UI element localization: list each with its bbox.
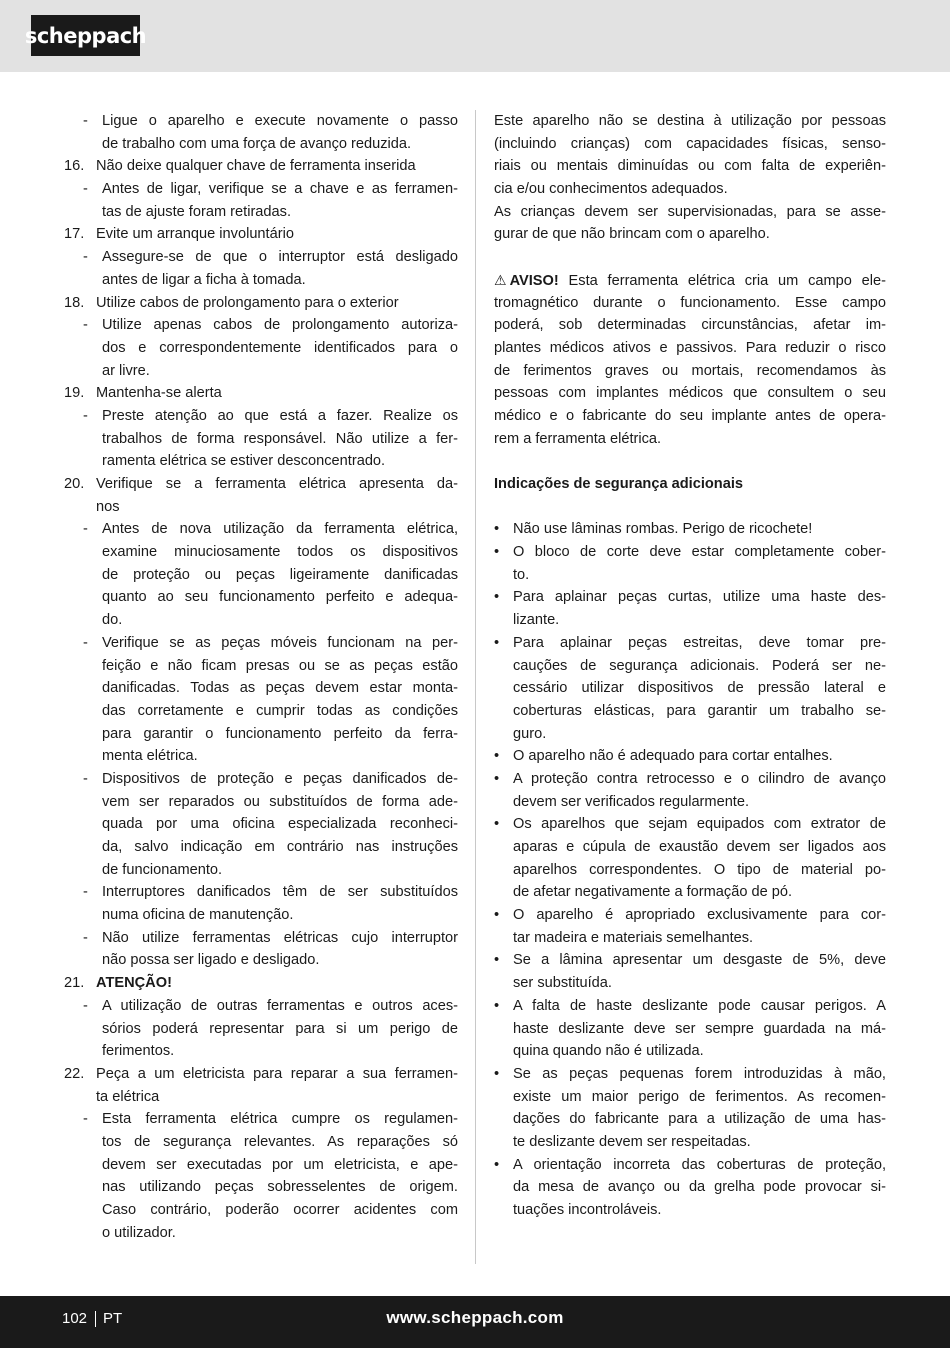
line-text: Caso contrário, poderão ocorrer acidentes com [102, 1202, 458, 1218]
text-line [62, 632, 458, 655]
text-line [494, 360, 886, 383]
text-line [494, 564, 886, 587]
line-text: ar livre. [102, 362, 150, 379]
text-line [62, 700, 458, 723]
column-divider [475, 110, 476, 1264]
text-line [62, 791, 458, 814]
line-text: ramenta elétrica se estiver desconcentrado. [102, 453, 386, 470]
line-text: nos [96, 498, 120, 515]
line-text: feição e não ficam presas ou se as peças estão [102, 657, 458, 674]
dash-marker: - [83, 884, 88, 901]
line-text: de afetar negativamente a formação de pó. [513, 884, 793, 901]
dash-marker: - [83, 929, 88, 946]
warning-label: AVISO! [509, 272, 559, 289]
text-line [62, 1040, 458, 1063]
text-line [494, 292, 886, 315]
text-line [494, 859, 886, 882]
text-line [62, 609, 458, 632]
line-text: cauções de segurança adicionais. Poderá ser ne- [513, 657, 886, 674]
text-line [494, 768, 886, 791]
line-text: Não deixe qualquer chave de ferramenta inserida [96, 158, 416, 175]
item-number: 20. [64, 476, 85, 492]
line-text: guro. [513, 725, 547, 742]
line-text: das corretamente e cumprir todas as condições [102, 702, 458, 719]
line-text: devem ser executadas por um eletricista, e ape- [102, 1156, 458, 1173]
dash-marker: - [83, 770, 88, 787]
text-line [62, 178, 458, 201]
text-line [494, 723, 886, 746]
bullet-marker: • [494, 907, 500, 924]
text-line [494, 201, 886, 224]
bullet-marker: • [494, 544, 500, 561]
text-line [62, 246, 458, 269]
text-line [494, 1154, 886, 1177]
line-text: te deslizante devem ser respeitadas. [513, 1133, 751, 1150]
line-text: Interruptores danificados têm de ser substituídos [102, 884, 458, 901]
line-text: da mesa de avanço ou da grelha pode provocar si- [513, 1179, 886, 1196]
line-text: tromagnético durante o funcionamento. Esse campo [494, 294, 886, 311]
line-text: coberturas elásticas, para garantir um trabalho se- [513, 702, 886, 719]
text-line [494, 677, 886, 700]
dash-marker: - [83, 407, 88, 424]
line-text: quina quando não é utilizada. [513, 1043, 704, 1060]
line-text: cia e/ou conhecimentos adequados. [494, 181, 728, 198]
line-text: haste deslizante deve ser sempre guardada na má- [513, 1020, 886, 1037]
text-line [62, 269, 458, 292]
text-line [62, 1176, 458, 1199]
text-line [494, 337, 886, 360]
line-text: de ferimentos graves ou mortais, recomendamos às [494, 362, 886, 379]
text-line [62, 927, 458, 950]
line-text: ferimentos. [102, 1043, 175, 1060]
blank-line [494, 450, 886, 473]
text-line [494, 155, 886, 178]
line-text: tar madeira e materiais semelhantes. [513, 929, 754, 946]
line-text: tuações incontroláveis. [513, 1202, 662, 1218]
text-line [62, 223, 458, 246]
text-line [494, 428, 886, 451]
dash-marker: - [83, 521, 88, 538]
line-text: antes de ligar a ficha à tomada. [102, 271, 306, 288]
line-text: Preste atenção ao que está a fazer. Realize os [102, 407, 458, 424]
line-text: Este aparelho não se destina à utilização por pessoas [494, 113, 886, 129]
text-line [62, 382, 458, 405]
line-text: dos e correspondentemente identificados para o [102, 339, 458, 356]
item-number: 22. [64, 1065, 85, 1082]
text-line [62, 881, 458, 904]
line-text: Dispositivos de proteção e peças danificados de- [102, 770, 458, 787]
line-text: Os aparelhos que sejam equipados com extrator de [513, 816, 886, 833]
text-line [494, 904, 886, 927]
text-line [62, 859, 458, 882]
text-line [494, 405, 886, 428]
text-line [494, 700, 886, 723]
footer-band [0, 1296, 950, 1348]
text-line [62, 1086, 458, 1109]
line-text: gurar de que não brincam com o aparelho. [494, 226, 770, 243]
line-text: de trabalho com uma força de avanço reduzida. [102, 135, 412, 152]
text-line [62, 110, 458, 133]
bullet-marker: • [494, 589, 500, 606]
line-text: médico e o fabricante do seu implante antes de opera- [494, 407, 886, 424]
line-text: lizante. [513, 612, 560, 629]
line-text: O aparelho é apropriado exclusivamente para cor- [513, 907, 886, 924]
item-number: 19. [64, 385, 85, 402]
text-line [494, 269, 886, 292]
text-line [494, 745, 886, 768]
text-line [494, 541, 886, 564]
right-column [494, 110, 886, 1222]
text-line [62, 949, 458, 972]
line-text: ser substituída. [513, 975, 612, 992]
text-line [62, 337, 458, 360]
dash-marker: - [83, 113, 88, 129]
line-text: Para aplainar peças curtas, utilize uma haste des- [513, 589, 886, 606]
text-line [62, 1222, 458, 1245]
line-text: examine minuciosamente todos os dispositivos [102, 544, 458, 561]
dash-marker: - [83, 249, 88, 266]
line-text: A orientação incorreta das coberturas de proteção, [513, 1156, 886, 1173]
text-line [62, 904, 458, 927]
warning-paragraph-line [494, 269, 886, 293]
line-text: de proteção ou peças ligeiramente danificadas [102, 566, 458, 583]
text-line [62, 836, 458, 859]
text-line [494, 836, 886, 859]
text-line [62, 745, 458, 768]
line-text: vem ser reparados ou substituídos de forma ade- [102, 793, 458, 810]
bullet-marker: • [494, 816, 500, 833]
line-text: tas de ajuste foram retiradas. [102, 203, 291, 220]
text-line [494, 223, 886, 246]
line-text: existe um maior perigo de ferimentos. As recomen- [513, 1088, 886, 1105]
line-text: sórios poderá representar para si um perigo de [102, 1020, 458, 1037]
line-text: pessoas com implantes médicos que consultem o seu [494, 385, 886, 402]
bullet-marker: • [494, 997, 500, 1014]
line-text: quanto ao seu funcionamento perfeito e adequa- [102, 589, 458, 606]
text-line [62, 428, 458, 451]
text-line [62, 677, 458, 700]
text-line [62, 995, 458, 1018]
dash-marker: - [83, 317, 88, 334]
text-line [62, 518, 458, 541]
line-text: dações do fabricante para a utilização de uma has- [513, 1111, 886, 1128]
text-line [62, 768, 458, 791]
item-number: 21. [64, 975, 85, 992]
item-number: 17. [64, 226, 85, 243]
item-number: 18. [64, 294, 85, 311]
line-text: A falta de haste deslizante pode causar perigos. A [513, 997, 886, 1014]
text-line [494, 382, 886, 405]
dash-marker: - [83, 997, 88, 1014]
text-line [494, 791, 886, 814]
line-text: Evite um arranque involuntário [96, 226, 294, 243]
dash-marker: - [83, 181, 88, 198]
text-line [494, 133, 886, 156]
bullet-marker: • [494, 748, 500, 765]
line-text: As crianças devem ser supervisionadas, para se asse- [494, 203, 886, 220]
text-line [62, 1063, 458, 1086]
dash-marker: - [83, 1111, 88, 1128]
line-text: danificadas. Todas as peças devem estar monta- [102, 680, 458, 697]
line-text: não possa ser ligado e desligado. [102, 952, 320, 969]
left-column [62, 110, 458, 1244]
blank-line [494, 246, 886, 269]
blank-line [494, 496, 886, 519]
text-line [494, 949, 886, 972]
line-text: plantes médicos ativos e passivos. Para reduzir o risco [494, 339, 886, 356]
text-line [62, 201, 458, 224]
text-line [494, 1176, 886, 1199]
text-line [494, 995, 886, 1018]
line-text: Utilize cabos de prolongamento para o exterior [96, 294, 399, 311]
text-line [62, 405, 458, 428]
warning-text: Esta ferramenta elétrica cria um campo ele- [558, 272, 886, 289]
line-text: O aparelho não é adequado para cortar entalhes. [513, 748, 833, 765]
text-line [494, 632, 886, 655]
text-line [62, 586, 458, 609]
line-text: numa oficina de manutenção. [102, 907, 294, 924]
text-line [494, 473, 886, 496]
line-text: ta elétrica [96, 1088, 160, 1105]
line-text: tos de segurança relevantes. As reparações só [102, 1133, 458, 1150]
line-text: aparas e cúpula de exaustão devem ser ligados aos [513, 839, 886, 855]
line-text: Se a lâmina apresentar um desgaste de 5%, deve [513, 952, 886, 969]
text-line [494, 1063, 886, 1086]
text-line [494, 314, 886, 337]
line-text: Não use lâminas rombas. Perigo de ricochete! [513, 521, 813, 538]
text-line [494, 178, 886, 201]
line-text: riais ou mentais diminuídas ou com falta de experiên- [494, 158, 886, 175]
bullet-marker: • [494, 521, 500, 538]
line-text: Não utilize ferramentas elétricas cujo interruptor [102, 929, 458, 946]
text-line [62, 314, 458, 337]
line-text: Para aplainar peças estreitas, deve tomar pre- [513, 634, 886, 651]
line-text: Mantenha-se alerta [96, 385, 222, 402]
bullet-marker: • [494, 770, 500, 787]
text-line [494, 1131, 886, 1154]
text-line [62, 723, 458, 746]
text-line [62, 1018, 458, 1041]
text-line [494, 972, 886, 995]
text-line [494, 1086, 886, 1109]
line-text: da, salvo indicação em contrário nas instruções [102, 839, 458, 855]
line-text: Antes de nova utilização da ferramenta elétrica, [102, 521, 458, 538]
line-text: Utilize apenas cabos de prolongamento autoriza- [102, 317, 458, 334]
line-text: Antes de ligar, verifique se a chave e as ferramen- [102, 181, 458, 198]
text-line [494, 609, 886, 632]
text-line [494, 1040, 886, 1063]
text-line [62, 972, 458, 995]
page-language: PT [103, 1310, 123, 1327]
line-text: poderá, sob determinadas circunstâncias, afetar im- [494, 317, 886, 334]
text-line [62, 1131, 458, 1154]
text-line [62, 564, 458, 587]
text-line [62, 813, 458, 836]
line-text: nas utilizando peças sobresselentes de origem. [102, 1179, 458, 1196]
text-line [494, 1018, 886, 1041]
line-text: to. [513, 566, 530, 583]
line-text: Peça a um eletricista para reparar a sua ferramen- [96, 1065, 458, 1082]
text-line [494, 586, 886, 609]
line-text: trabalhos de forma responsável. Não utilize a fer- [102, 430, 458, 447]
item-number: 16. [64, 158, 85, 175]
bullet-marker: • [494, 1065, 500, 1082]
bullet-marker: • [494, 1156, 500, 1173]
text-line [494, 813, 886, 836]
line-text: rem a ferramenta elétrica. [494, 430, 662, 447]
text-line [494, 1108, 886, 1131]
text-line [494, 1199, 886, 1222]
line-text: Se as peças pequenas forem introduzidas à mão, [513, 1065, 886, 1082]
text-line [62, 496, 458, 519]
text-line [62, 155, 458, 178]
line-text: (incluindo crianças) com capacidades físicas, senso- [494, 135, 886, 152]
line-text: para garantir o funcionamento perfeito da ferra- [102, 725, 458, 742]
header-band [0, 0, 950, 72]
text-line [62, 360, 458, 383]
line-text: menta elétrica. [102, 748, 198, 765]
line-text: Verifique se as peças móveis funcionam na per- [102, 634, 458, 651]
line-text: cessário utilizar dispositivos de pressão lateral e [513, 680, 886, 697]
text-line [62, 473, 458, 496]
section-heading: Indicações de segurança adicionais [494, 476, 744, 492]
text-line [62, 1199, 458, 1222]
text-line [494, 655, 886, 678]
line-text: Ligue o aparelho e execute novamente o passo [102, 113, 458, 129]
line-text: O bloco de corte deve estar completamente cober- [513, 544, 886, 561]
website-link[interactable]: www.scheppach.com [386, 1308, 564, 1327]
line-text: do. [102, 612, 123, 629]
line-text: Esta ferramenta elétrica cumpre os regulamen- [102, 1111, 458, 1128]
line-text: o utilizador. [102, 1224, 176, 1241]
warning-triangle-icon: ⚠ [494, 271, 507, 288]
line-text: Verifique se a ferramenta elétrica apresenta da- [96, 476, 458, 492]
text-line [62, 1108, 458, 1131]
line-text: devem ser verificados regularmente. [513, 793, 750, 810]
text-line [494, 110, 886, 133]
line-text: A proteção contra retrocesso e o cilindro de avanço [513, 770, 886, 787]
text-line [62, 541, 458, 564]
bullet-marker: • [494, 952, 500, 969]
text-line [494, 881, 886, 904]
line-text: quada por uma oficina especializada reconheci- [102, 816, 458, 833]
text-line [62, 1154, 458, 1177]
text-line [62, 133, 458, 156]
text-line [494, 518, 886, 541]
bullet-marker: • [494, 634, 500, 651]
text-line [62, 450, 458, 473]
brand-logo: scheppach [31, 15, 140, 56]
page-number: 102 [62, 1310, 88, 1327]
line-text: A utilização de outras ferramentas e outros aces- [102, 997, 458, 1014]
text-line [62, 292, 458, 315]
line-text: Assegure-se de que o interruptor está desligado [102, 249, 458, 266]
dash-marker: - [83, 634, 88, 651]
line-text: aparelhos correspondentes. O tipo de material po- [513, 861, 886, 878]
text-line [62, 655, 458, 678]
line-text: ATENÇÃO! [96, 975, 172, 992]
line-text: de funcionamento. [102, 861, 223, 878]
text-line [494, 927, 886, 950]
